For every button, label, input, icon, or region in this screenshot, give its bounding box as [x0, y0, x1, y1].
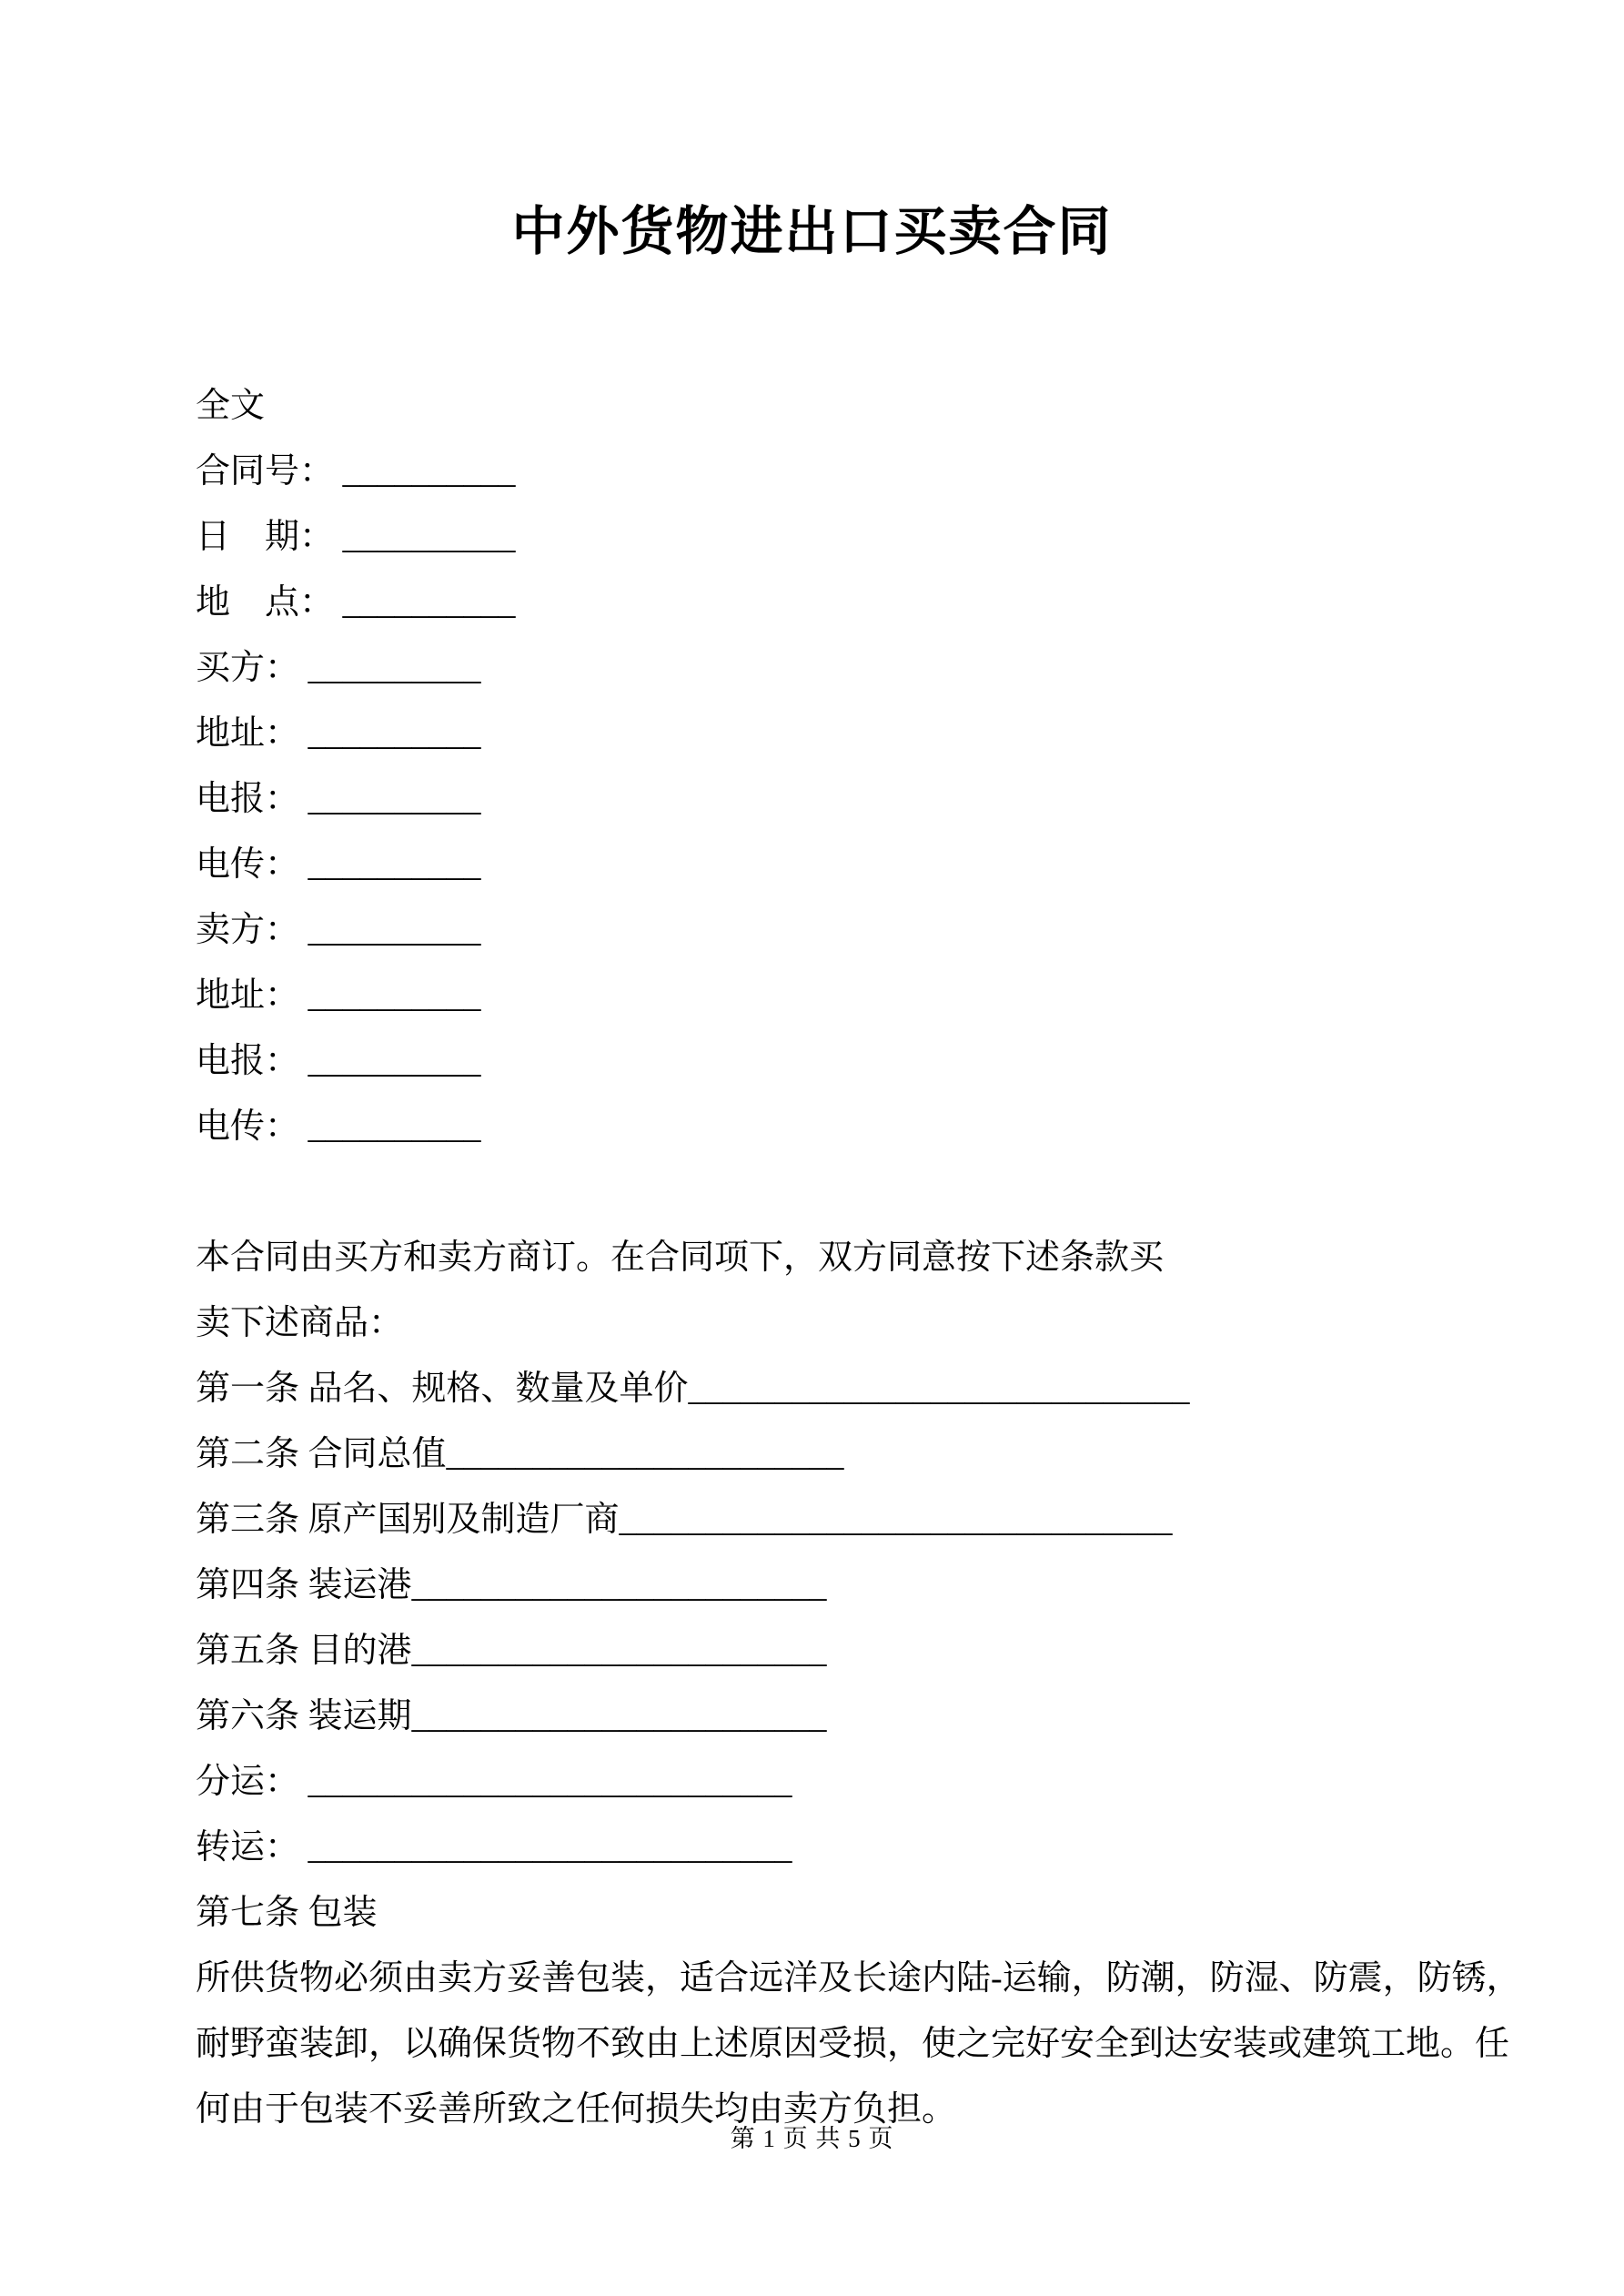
field-label: 合同号： — [196, 452, 335, 491]
field-row-buyer-cable — [196, 766, 1460, 832]
subclause-row-transshipment — [196, 1815, 1460, 1880]
clause-row-2 — [196, 1421, 1460, 1487]
clause-blank-line: _______________________ — [446, 1435, 844, 1473]
field-label: 日 期： — [196, 518, 335, 556]
field-blank-line: __________ — [334, 583, 516, 622]
page-number-footer: 第 1 页 共 5 页 — [730, 2125, 894, 2152]
subclause-row-partial-shipment — [196, 1749, 1460, 1815]
intro-line-2: 卖下述商品： — [196, 1304, 404, 1342]
field-blank-line: __________ — [299, 649, 481, 687]
field-row-seller — [196, 897, 1460, 963]
field-row-buyer-address — [196, 701, 1460, 766]
clause-label: 第一条 品名、规格、数量及单价 — [196, 1370, 689, 1408]
clause-label: 第七条 包装 — [196, 1894, 378, 1932]
clause-label: 第六条 装运期 — [196, 1697, 412, 1735]
clause-row-3 — [196, 1487, 1460, 1553]
field-blank-line: __________ — [334, 518, 516, 556]
field-row-contract-no — [196, 439, 1460, 504]
field-label: 地址： — [196, 976, 300, 1015]
field-blank-line: __________ — [299, 845, 481, 884]
field-label: 电传： — [196, 845, 300, 884]
clause-row-5 — [196, 1618, 1460, 1684]
clause-blank-line: ________________________ — [411, 1632, 827, 1670]
clause-label: 分运： — [196, 1763, 300, 1801]
field-blank-line: __________ — [299, 976, 481, 1015]
clause-row-1 — [196, 1356, 1460, 1421]
field-label: 买方： — [196, 649, 300, 687]
field-label: 卖方： — [196, 911, 300, 949]
intro-line-1: 本合同由买方和卖方商订。在合同项下，双方同意按下述条款买 — [196, 1239, 1165, 1277]
field-row-quanwen — [196, 373, 1460, 439]
field-row-seller-cable — [196, 1028, 1460, 1094]
clause-blank-line: ________________________ — [411, 1697, 827, 1735]
clause-label: 第三条 原产国别及制造厂商 — [196, 1501, 620, 1539]
clause-label: 第二条 合同总值 — [196, 1435, 447, 1473]
field-blank-line: __________ — [299, 1042, 481, 1080]
clause-blank-line: ________________________ — [411, 1566, 827, 1604]
field-blank-line: __________ — [299, 714, 481, 753]
field-blank-line: __________ — [299, 911, 481, 949]
field-row-buyer-telex — [196, 832, 1460, 897]
field-label: 电报： — [196, 780, 300, 818]
clause-label: 转运： — [196, 1828, 300, 1866]
clause-row-6 — [196, 1684, 1460, 1749]
clause-label: 第四条 装运港 — [196, 1566, 412, 1604]
packing-paragraph-line-1: 所供货物必须由卖方妥善包装，适合远洋及长途内陆-运输，防潮，防湿、防震，防锈， — [196, 1959, 1521, 1998]
blank-line — [196, 1159, 1460, 1225]
field-blank-line: __________ — [299, 1108, 481, 1146]
page-title: 中外货物进出口买卖合同 — [511, 202, 1113, 261]
field-label: 电传： — [196, 1108, 300, 1146]
field-blank-line: __________ — [299, 780, 481, 818]
field-blank-line: __________ — [334, 452, 516, 491]
clause-row-7 — [196, 1880, 1460, 1946]
clause-blank-line: ____________________________ — [299, 1763, 792, 1801]
field-row-date — [196, 504, 1460, 570]
field-label: 电报： — [196, 1042, 300, 1080]
clause-row-4 — [196, 1553, 1460, 1618]
field-row-seller-telex — [196, 1094, 1460, 1159]
document-body — [196, 373, 1521, 2142]
clause-blank-line: ____________________________ — [299, 1828, 792, 1866]
field-row-seller-address — [196, 963, 1460, 1028]
clause-label: 第五条 目的港 — [196, 1632, 412, 1670]
field-row-buyer — [196, 635, 1460, 701]
packing-paragraph-line-3: 何由于包装不妥善所致之任何损失均由卖方负担。 — [196, 2090, 957, 2129]
field-label: 全文 — [196, 387, 266, 425]
clause-blank-line: ________________________________ — [619, 1501, 1173, 1539]
packing-paragraph-line-2: 耐野蛮装卸，以确保货物不致由上述原因受损，使之完好安全到达安装或建筑工地。任 — [196, 2025, 1510, 2063]
field-label: 地址： — [196, 714, 300, 753]
field-row-place — [196, 570, 1460, 635]
field-label: 地 点： — [196, 583, 335, 622]
clause-blank-line: _____________________________ — [688, 1370, 1190, 1408]
